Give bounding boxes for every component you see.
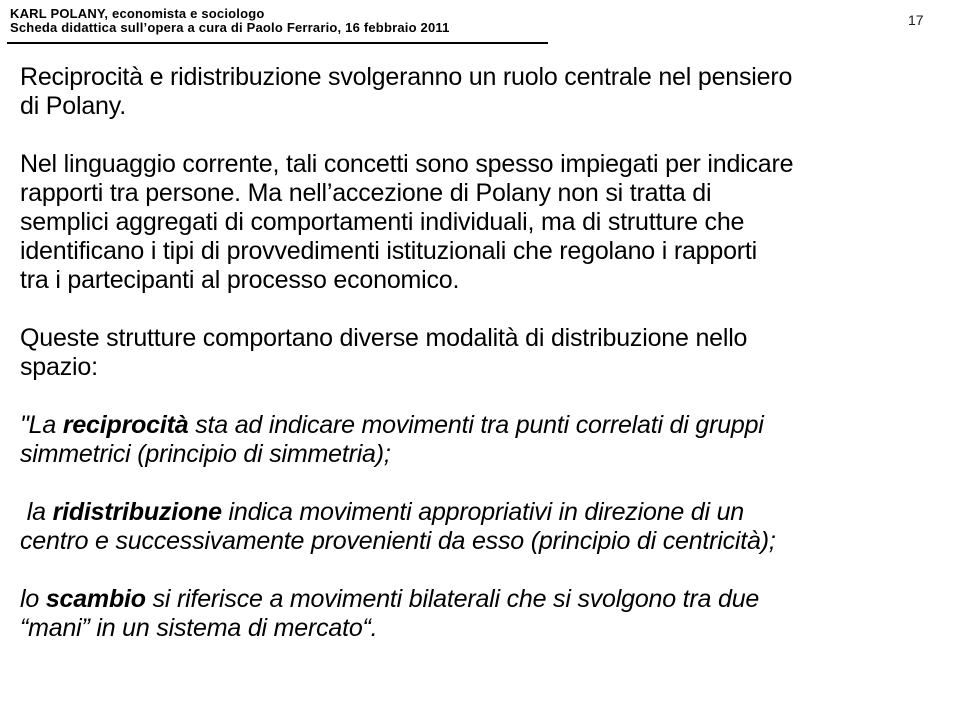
slide-body xyxy=(20,63,950,672)
text-line xyxy=(20,179,950,208)
text-line xyxy=(20,92,950,121)
text-segment: spazio: xyxy=(20,353,98,381)
text-segment: “mani” in un sistema di mercato“. xyxy=(20,614,378,642)
text-segment: rapporti tra persone. Ma nell’accezione di Polany non si tratta di xyxy=(20,179,712,207)
header-rule-divider xyxy=(7,42,548,44)
text-line xyxy=(20,353,950,382)
text-line xyxy=(20,498,950,527)
text-segment: Nel linguaggio corrente, tali concetti sono spesso impiegati per indicare xyxy=(20,150,794,178)
text-segment: simmetrici (principio di simmetria); xyxy=(20,440,391,468)
text-line xyxy=(20,237,950,266)
text-segment: sta ad indicare movimenti tra punti correlati di gruppi xyxy=(188,411,764,439)
text-segment: identificano i tipi di provvedimenti istituzionali che regolano i rapporti xyxy=(20,237,757,265)
text-line xyxy=(20,411,950,440)
text-line xyxy=(20,266,950,295)
text-segment: Queste strutture comportano diverse modalità di distribuzione nello xyxy=(20,324,748,352)
text-line xyxy=(20,324,950,353)
header-subtitle: Scheda didattica sull’opera a cura di Paolo Ferrario, 16 febbraio 2011 xyxy=(10,20,450,35)
text-segment: "La xyxy=(20,411,63,439)
text-segment: indica movimenti appropriativi in direzione di un xyxy=(221,498,745,526)
text-line xyxy=(20,208,950,237)
slide-header xyxy=(10,7,450,35)
text-segment: si riferisce a movimenti bilaterali che si svolgono tra due xyxy=(145,585,760,613)
text-line xyxy=(20,150,950,179)
paragraph-intro xyxy=(20,63,950,121)
text-segment: lo xyxy=(20,585,46,613)
term-scambio: scambio xyxy=(45,585,146,613)
paragraph-strutture xyxy=(20,324,950,382)
page-number: 17 xyxy=(908,12,924,28)
text-segment: centro e successivamente provenienti da esso (principio di centricità); xyxy=(20,527,776,555)
text-line xyxy=(20,614,950,643)
text-line xyxy=(20,63,950,92)
text-segment: tra i partecipanti al processo economico. xyxy=(20,266,460,294)
paragraph-linguaggio xyxy=(20,150,950,295)
text-line xyxy=(20,585,950,614)
text-segment: semplici aggregati di comportamenti individuali, ma di strutture che xyxy=(20,208,745,236)
term-reciprocita: reciprocità xyxy=(62,411,189,439)
paragraph-scambio xyxy=(20,585,950,643)
header-title: KARL POLANY, economista e sociologo xyxy=(10,6,265,21)
text-line xyxy=(20,527,950,556)
text-segment: di Polany. xyxy=(20,92,126,120)
term-ridistribuzione: ridistribuzione xyxy=(52,498,222,526)
paragraph-ridistribuzione xyxy=(20,498,950,556)
text-line xyxy=(20,440,950,469)
text-segment: la xyxy=(20,498,53,526)
paragraph-reciprocita xyxy=(20,411,950,469)
text-segment: Reciprocità e ridistribuzione svolgeranno un ruolo centrale nel pensiero xyxy=(20,63,793,91)
